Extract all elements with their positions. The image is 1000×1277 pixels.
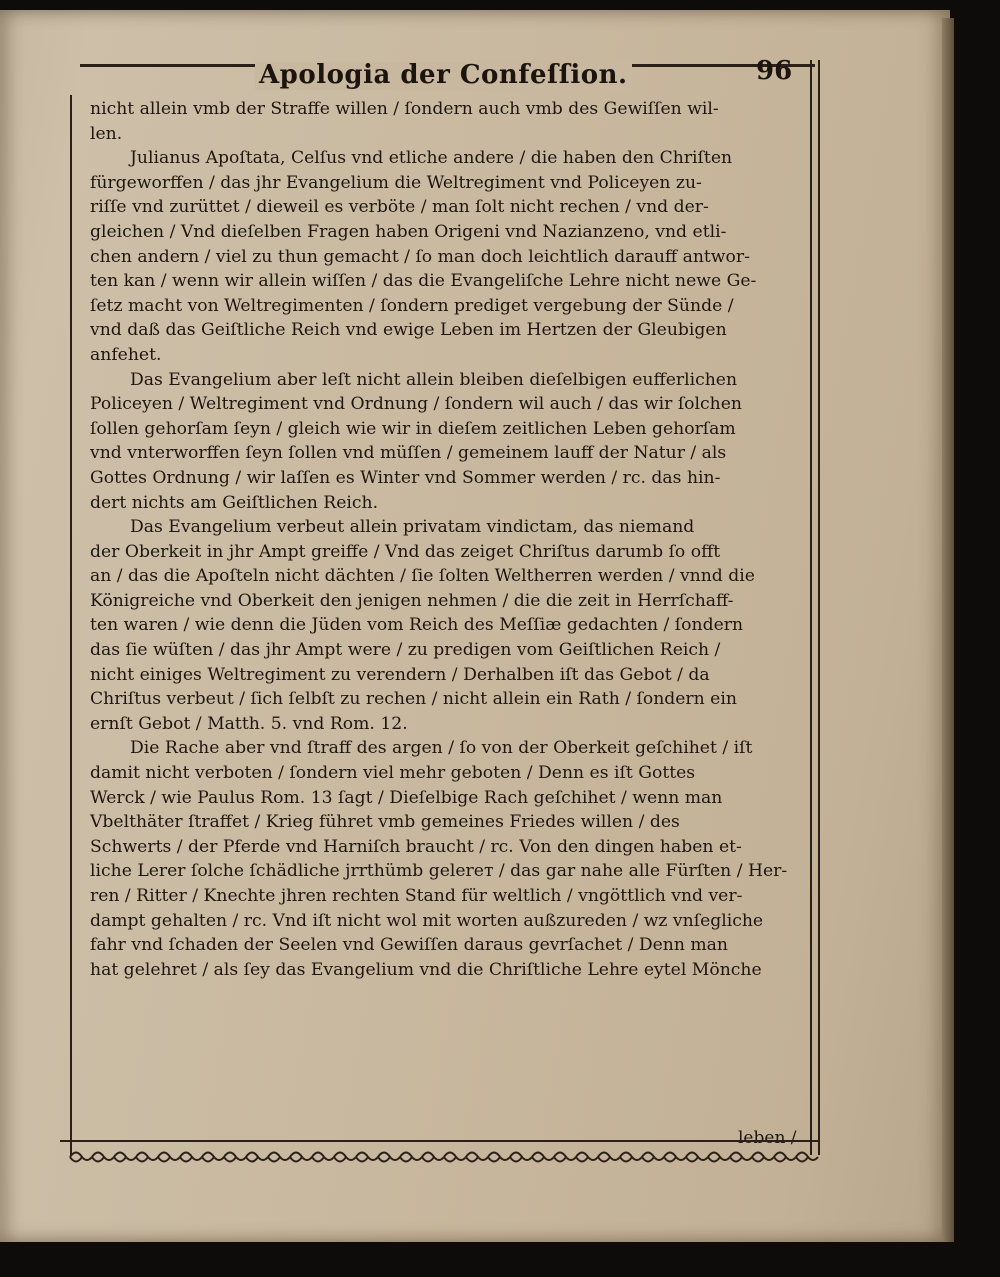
ornament-curl xyxy=(686,1153,708,1162)
ornament-curl xyxy=(70,1153,92,1162)
text-line: Schwerts / der Pferde vnd Harniſch braucht / rc. Von den dingen haben et- xyxy=(90,836,742,857)
text-line: hat gelehret / als ſey das Evangelium vnd die Chriſtliche Lehre eytel Mönche xyxy=(90,959,762,980)
text-line: Policeyen / Weltregiment vnd Ordnung / ſondern wil auch / das wir ſolchen xyxy=(90,394,742,415)
ornament-curl xyxy=(224,1153,246,1162)
ornament-curl xyxy=(268,1153,290,1162)
ornament-curl xyxy=(554,1153,576,1162)
ornament-curl xyxy=(422,1153,444,1162)
ornament-curl xyxy=(796,1153,818,1162)
ornament-curl xyxy=(774,1153,796,1162)
ornament-curl xyxy=(312,1153,334,1162)
text-line: ten waren / wie denn die Jüden vom Reich des Meſſiæ gedachten / ſondern xyxy=(90,615,744,636)
text-line: ſollen gehorſam ſeyn / gleich wie wir in dieſem zeitlichen Leben gehorſam xyxy=(90,418,736,439)
text-line: vnd vnterworffen ſeyn ſollen vnd müſſen / gemeinem lauff der Natur / als xyxy=(90,443,727,464)
ornament-curl xyxy=(532,1153,554,1162)
text-line: gleichen / Vnd dieſelben Fragen haben Origeni vnd Nazianzeno, vnd etli- xyxy=(90,221,727,242)
ornament-curl xyxy=(664,1153,686,1162)
text-line: vnd daß das Geiſtliche Reich vnd ewige Leben im Hertzen der Gleubigen xyxy=(90,320,727,341)
text-line: Königreiche vnd Oberkeit den jenigen nehmen / die die zeit in Herrſchaff- xyxy=(90,590,734,611)
text-line: ten kan / wenn wir allein wiſſen / das die Evangeliſche Lehre nicht newe Ge- xyxy=(90,271,757,292)
right-margin-rule-outer xyxy=(818,60,820,1155)
text-line: der Oberkeit in jhr Ampt greiffe / Vnd das zeiget Chriſtus darumb ſo offt xyxy=(90,541,721,562)
ornament-curl xyxy=(246,1153,268,1162)
ornament-curl xyxy=(598,1153,620,1162)
text-line: Das Evangelium aber leſt nicht allein bleiben dieſelbigen eufferlichen xyxy=(130,369,738,390)
ornament-curl xyxy=(356,1153,378,1162)
text-line: Werck / wie Paulus Rom. 13 ſagt / Dieſelbige Rach geſchihet / wenn man xyxy=(90,787,723,808)
text-line: nicht einiges Weltregiment zu verendern / Derhalben iſt das Gebot / da xyxy=(90,664,710,685)
right-margin-rule xyxy=(810,60,812,1155)
text-line: liche Lerer ſolche ſchädliche jrrthümb gelerет / das gar nahe alle Fürſten / Her- xyxy=(90,861,788,882)
page-number: 96 xyxy=(756,56,793,86)
ornament-curl xyxy=(158,1153,180,1162)
text-line: Julianus Apoſtata, Celſus vnd etliche andere / die haben den Chriſten xyxy=(130,148,733,169)
ornament-curl xyxy=(708,1153,730,1162)
ornament-curl xyxy=(334,1153,356,1162)
ornament-curl xyxy=(444,1153,466,1162)
text-line: Das Evangelium verbeut allein privatam vindictam, das niemand xyxy=(130,517,695,538)
ornament-curl xyxy=(510,1153,532,1162)
text-line: fürgeworffen / das jhr Evangelium die Weltregiment vnd Policeyen zu- xyxy=(90,172,702,193)
catchword: leben / xyxy=(738,1128,797,1148)
text-line: an / das die Apoſteln nicht dächten / ſie ſolten Weltherren werden / vnnd die xyxy=(90,566,755,587)
body-text xyxy=(90,97,802,982)
running-header xyxy=(80,56,815,96)
text-line: Gottes Ordnung / wir laſſen es Winter vnd Sommer werden / rc. das hin- xyxy=(90,467,721,488)
text-line: Vbelthäter ſtraffet / Krieg führet vmb gemeines Friedes willen / des xyxy=(90,812,680,833)
ornament-curl xyxy=(752,1153,774,1162)
ornamental-border xyxy=(60,1135,820,1175)
text-line: damit nicht verboten / ſondern viel mehr geboten / Denn es iſt Gottes xyxy=(90,763,696,784)
text-line: ernſt Gebot / Matth. 5. vnd Rom. 12. xyxy=(90,713,408,734)
ornament-curl xyxy=(378,1153,400,1162)
ornament-curl xyxy=(290,1153,312,1162)
text-line: riſſe vnd zurüttet / dieweil es verböte / man ſolt nicht rechen / vnd der- xyxy=(90,197,709,218)
text-line: dert nichts am Geiſtlichen Reich. xyxy=(90,492,379,513)
page-edge xyxy=(942,18,954,1242)
ornament-curl xyxy=(642,1153,664,1162)
text-line: anfehet. xyxy=(90,344,162,365)
text-line: dampt gehalten / rc. Vnd iſt nicht wol mit worten außzureden / wz vnſegliche xyxy=(90,910,764,931)
text-line: ren / Ritter / Knechte jhren rechten Stand für weltlich / vngöttlich vnd ver- xyxy=(90,886,743,906)
ornament-curl xyxy=(114,1153,136,1162)
ornament-curl xyxy=(488,1153,510,1162)
ornament-curl xyxy=(466,1153,488,1162)
ornament-curl xyxy=(576,1153,598,1162)
text-line: Die Rache aber vnd ſtraff des argen / ſo von der Oberkeit geſchihet / iſt xyxy=(130,738,753,759)
text-line: nicht allein vmb der Straffe willen / ſondern auch vmb des Gewiſſen wil- xyxy=(90,99,719,119)
ornament-curl xyxy=(180,1153,202,1162)
text-line: chen andern / viel zu thun gemacht / ſo man doch leichtlich darauff antwor- xyxy=(90,246,750,267)
text-line: Chriſtus verbeut / ſich ſelbſt zu rechen / nicht allein ein Rath / ſondern ein xyxy=(90,689,737,710)
text-line: ſetz macht von Weltregimenten / ſondern prediget vergebung der Sünde / xyxy=(90,295,734,316)
ornament-curl xyxy=(202,1153,224,1162)
ornament-curl xyxy=(730,1153,752,1162)
text-line: fahr vnd ſchaden der Seelen vnd Gewiſſen daraus gevrſachet / Denn man xyxy=(90,935,729,956)
ornament-curl xyxy=(136,1153,158,1162)
ornament-curl xyxy=(620,1153,642,1162)
ornament-curl xyxy=(400,1153,422,1162)
text-line: das ſie wüſten / das jhr Ampt were / zu predigen vom Geiſtlichen Reich / xyxy=(90,640,721,661)
ornament-curl xyxy=(92,1153,114,1162)
left-margin-rule xyxy=(70,95,72,1155)
text-line: len. xyxy=(90,123,123,144)
running-title: Apologia der Confeſſion. xyxy=(255,60,632,90)
